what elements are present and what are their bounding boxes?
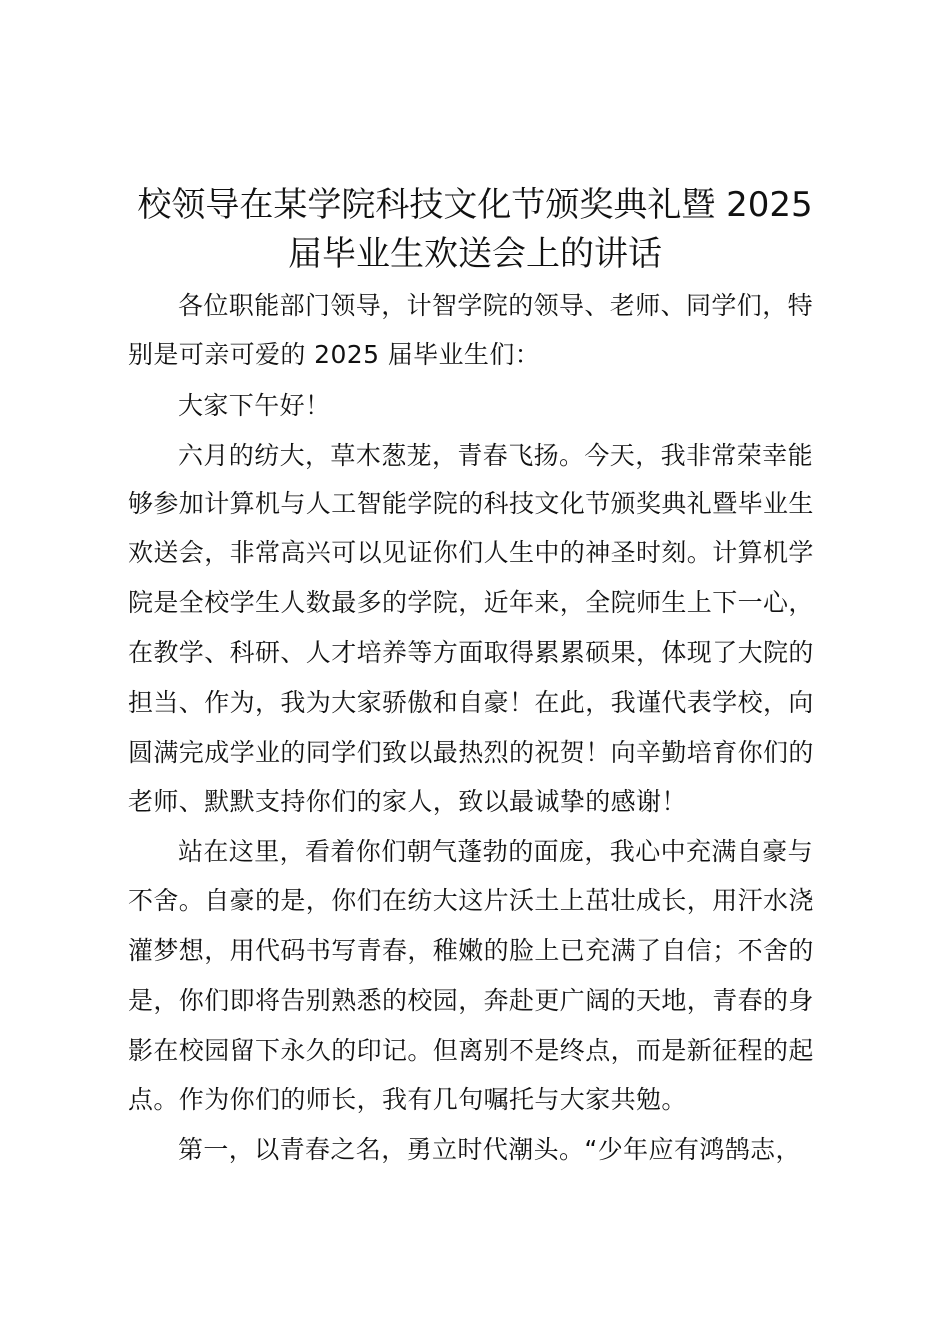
paragraph-line: 老师、默默支持你们的家人，致以最诚挚的感谢！: [128, 787, 687, 816]
paragraph-line: 担当、作为，我为大家骄傲和自豪！在此，我谨代表学校，向: [128, 688, 814, 717]
paragraph-line: 不舍。自豪的是，你们在纺大这片沃土上茁壮成长，用汗水浇: [128, 886, 814, 915]
paragraph-line: 各位职能部门领导，计智学院的领导、老师、同学们，特: [178, 291, 814, 320]
paragraph-line: 够参加计算机与人工智能学院的科技文化节颁奖典礼暨毕业生: [128, 489, 814, 518]
paragraph-line: 灌梦想，用代码书写青春，稚嫩的脸上已充满了自信；不舍的: [128, 936, 814, 965]
paragraph-line: 圆满完成学业的同学们致以最热烈的祝贺！向辛勤培育你们的: [128, 738, 814, 767]
paragraph-line: 在教学、科研、人才培养等方面取得累累硕果，体现了大院的: [128, 638, 814, 667]
paragraph-line: 站在这里，看着你们朝气蓬勃的面庞，我心中充满自豪与: [178, 837, 814, 866]
paragraph-line: 六月的纺大，草木葱茏，青春飞扬。今天，我非常荣幸能: [178, 441, 814, 470]
paragraph-line: 别是可亲可爱的 2025 届毕业生们：: [128, 340, 541, 369]
paragraph-line: 点。作为你们的师长，我有几句嘱托与大家共勉。: [128, 1085, 687, 1114]
document-title-line-2: 届毕业生欢送会上的讲话: [288, 234, 662, 274]
paragraph-line: 影在校园留下永久的印记。但离别不是终点，而是新征程的起: [128, 1036, 814, 1065]
paragraph-line: 第一，以青春之名，勇立时代潮头。“少年应有鸿鹄志，: [178, 1135, 801, 1164]
paragraph-line: 是，你们即将告别熟悉的校园，奔赴更广阔的天地，青春的身: [128, 986, 814, 1015]
paragraph-line: 大家下午好！: [178, 391, 331, 420]
paragraph-line: 院是全校学生人数最多的学院，近年来，全院师生上下一心，: [128, 588, 814, 617]
paragraph-line: 欢送会，非常高兴可以见证你们人生中的神圣时刻。计算机学: [128, 538, 814, 567]
document-title-line-1: 校领导在某学院科技文化节颁奖典礼暨 2025: [137, 185, 813, 225]
